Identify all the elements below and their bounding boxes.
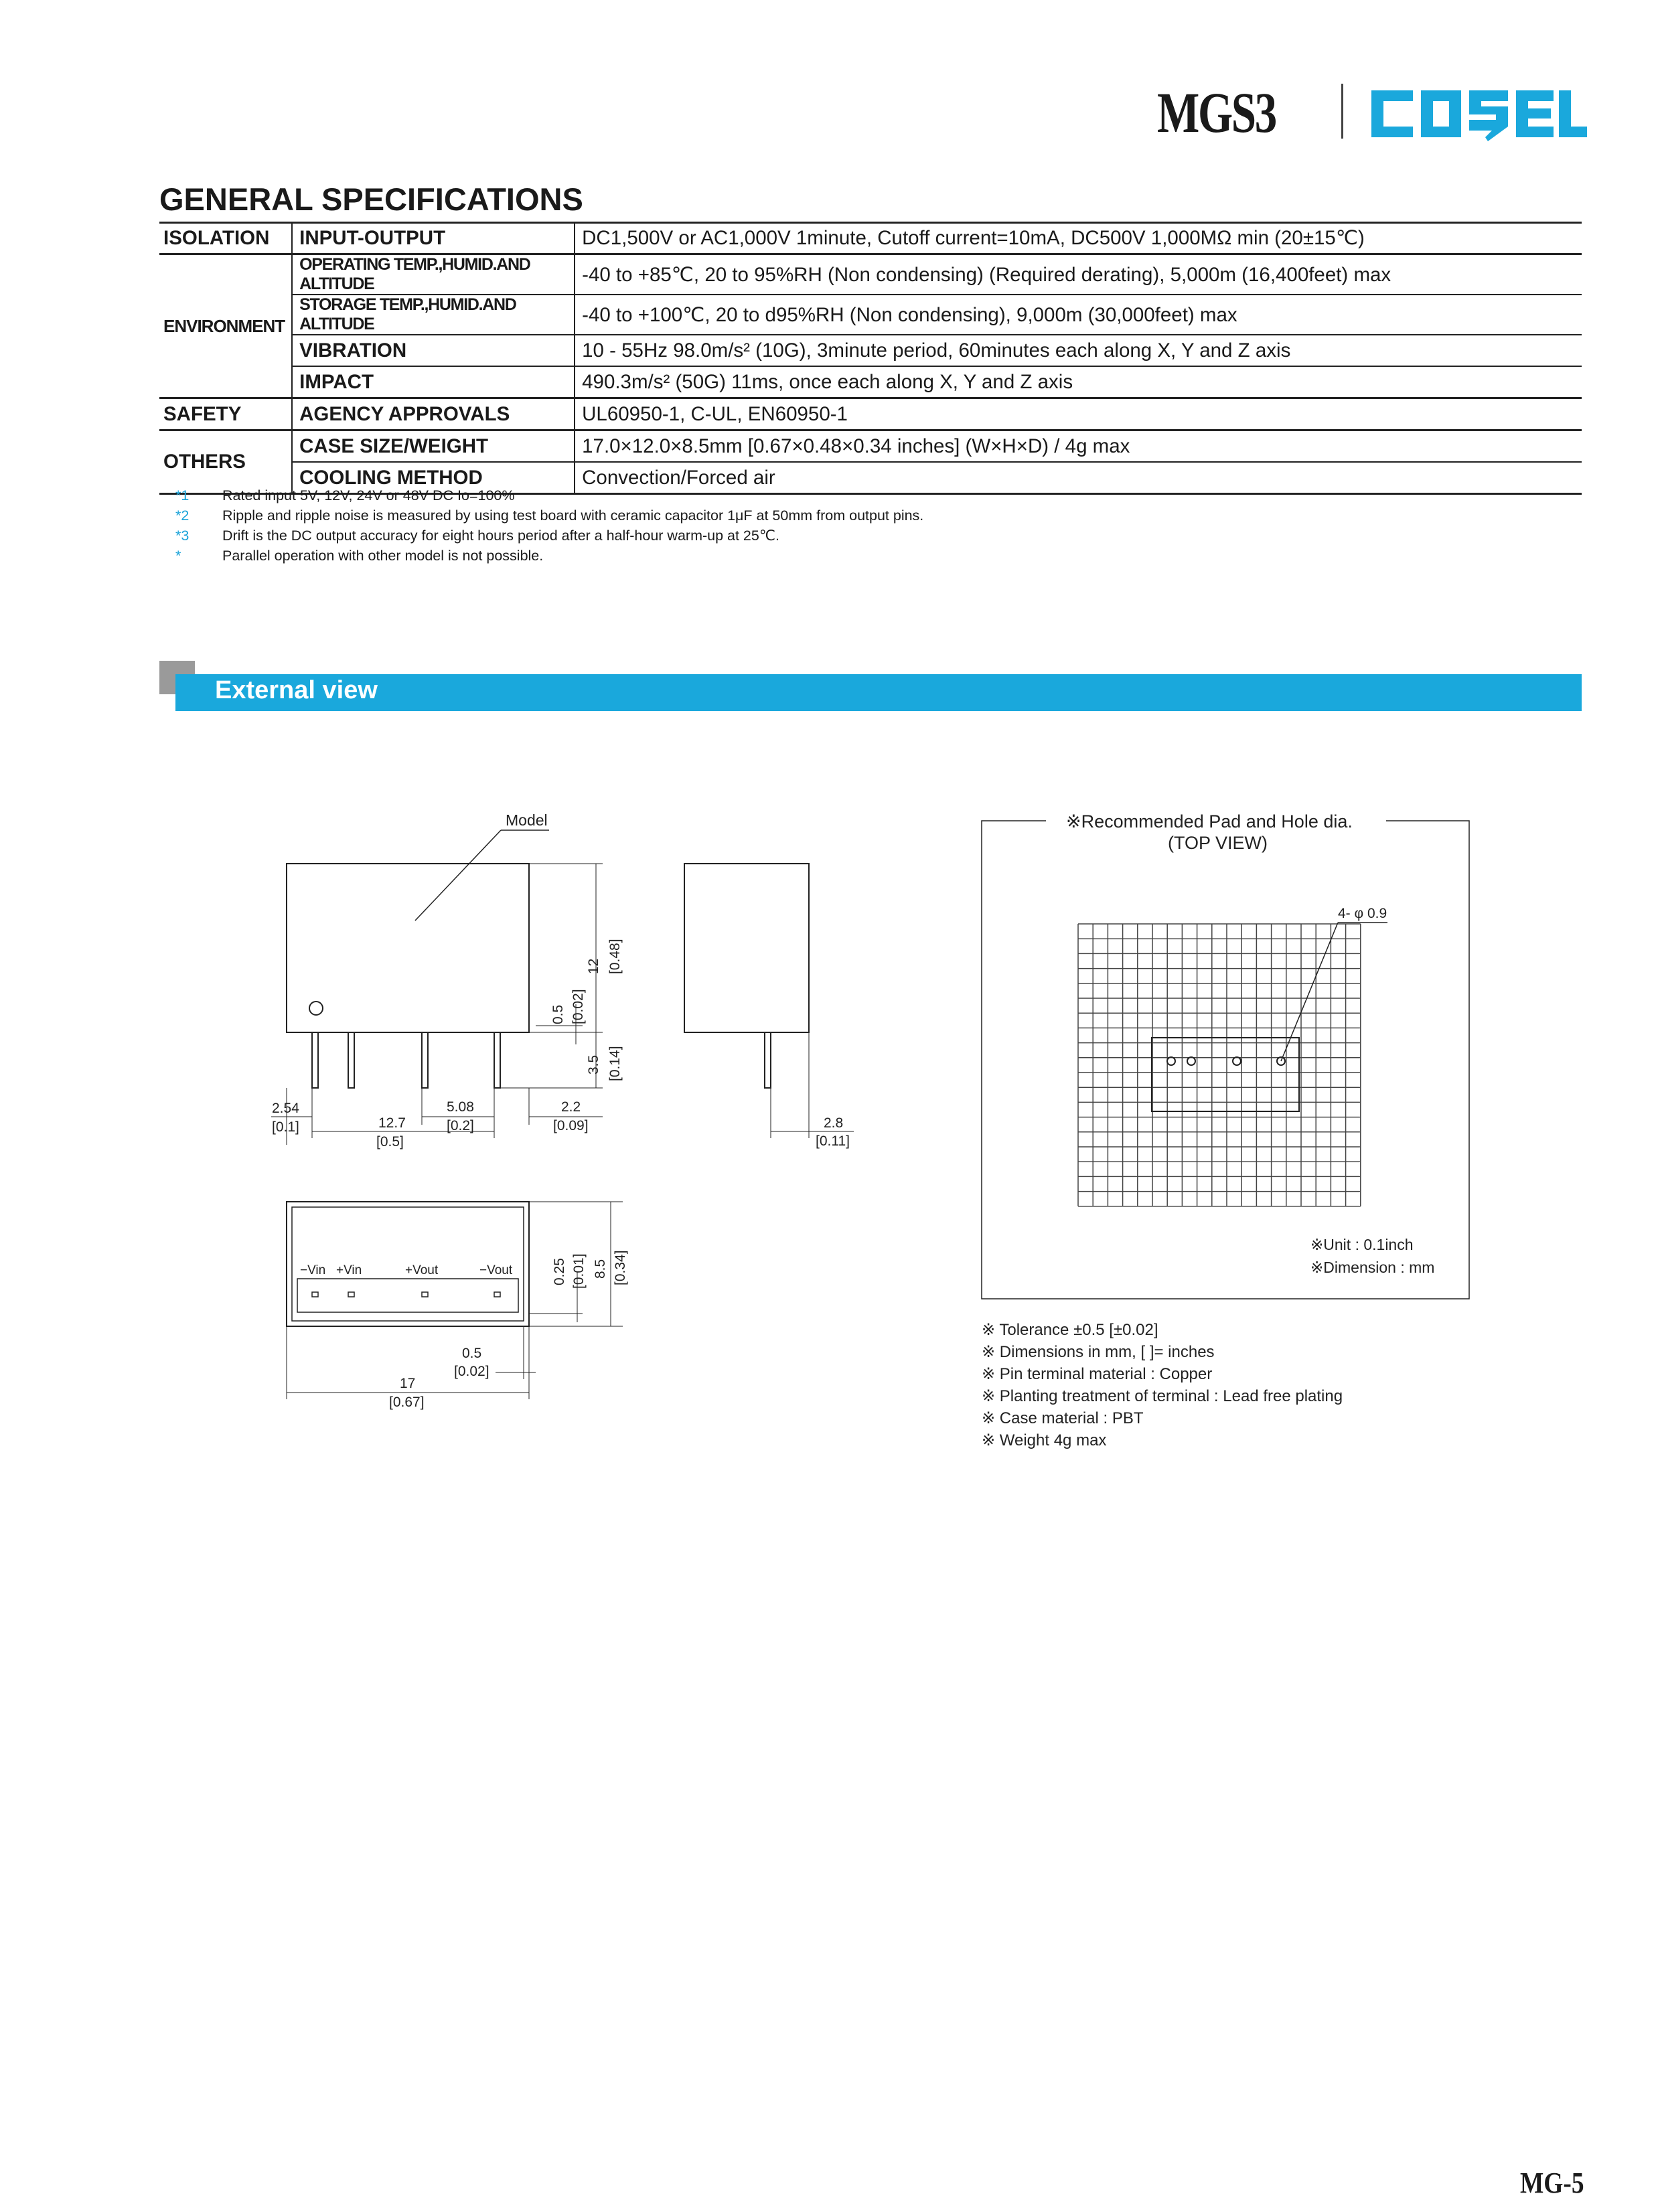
spec-value: -40 to +85℃, 20 to 95%RH (Non condensing) (Required derating), 5,000m (16,400feet) max [575,254,1582,295]
general-specifications-title: GENERAL SPECIFICATIONS [159,181,583,217]
list-item: ※ Tolerance ±0.5 [±0.02] [982,1321,1158,1339]
dim-text: [0.34] [613,1250,628,1285]
note-mark: *1 [175,487,190,503]
list-item: ※ Dimensions in mm, [ ]= inches [982,1343,1215,1361]
pad-title: ※Recommended Pad and Hole dia. [1066,811,1353,832]
spec-value: Convection/Forced air [575,462,1582,494]
dim-text: 0.5 [550,1004,566,1024]
dim-text: [0.48] [607,939,623,974]
dim-text: 17 [400,1376,416,1391]
note-text: Drift is the DC output accuracy for eight hours period after a half-hour warm-up at 25℃. [222,528,779,544]
spec-item: IMPACT [292,366,575,398]
remarks [982,1319,1343,1451]
spec-category: ISOLATION [159,223,292,254]
spec-value: 17.0×12.0×8.5mm [0.67×0.48×0.34 inches] (W×H×D) / 4g max [575,430,1582,463]
front-pin [312,1032,318,1088]
pad-grid [1078,924,1361,1206]
spec-item: VIBRATION [292,335,575,366]
spec-item: INPUT-OUTPUT [292,223,575,254]
dim-text: [0.01] [571,1253,587,1289]
front-pin [422,1032,428,1088]
list-item: ※ Planting treatment of terminal : Lead free plating [982,1387,1343,1405]
spec-category: OTHERS [159,430,292,494]
side-view-body [684,864,809,1032]
dim-text: [0.11] [816,1133,850,1149]
front-pin [494,1032,500,1088]
spec-value: -40 to +100℃, 20 to d95%RH (Non condensing), 9,000m (30,000feet) max [575,295,1582,335]
dimension-note: ※Dimension : mm [1310,1259,1435,1276]
page-number: MG-5 [1520,2166,1584,2199]
dim-text: 2.54 [272,1101,299,1116]
note-text: Rated input 5V, 12V, 24V or 48V DC Io=100% [222,487,515,503]
hole-label: 4- φ 0.9 [1338,906,1387,921]
pin1-marker [309,1002,323,1015]
dim-text: [0.67] [389,1395,425,1410]
dim-text: [0.1] [272,1119,299,1135]
dim-text: 2.8 [824,1115,844,1131]
pad-outline [1152,1038,1299,1111]
pad-view-frame [982,821,1469,1299]
dim-text: 0.25 [552,1258,567,1285]
dim-text: [0.02] [454,1364,489,1379]
unit-note: ※Unit : 0.1inch [1310,1236,1414,1253]
spec-value: UL60950-1, C-UL, EN60950-1 [575,398,1582,430]
spec-category: SAFETY [159,398,292,430]
pin-label-vout-neg: −Vout [479,1263,513,1277]
model-label: Model [506,811,548,829]
spec-item: COOLING METHOD [292,462,575,494]
pad-subtitle: (TOP VIEW) [1168,833,1268,853]
list-item: ※ Case material : PBT [982,1409,1144,1427]
dim-text: [0.09] [553,1118,589,1133]
front-pin [348,1032,354,1088]
spec-value: 490.3m/s² (50G) 11ms, once each along X, Y and Z axis [575,366,1582,398]
spec-category: ENVIRONMENT [159,254,292,398]
dim-text: [0.14] [607,1046,623,1081]
spec-item: AGENCY APPROVALS [292,398,575,430]
dim-text: 12.7 [378,1115,406,1131]
side-pin [765,1032,771,1088]
list-item: ※ Pin terminal material : Copper [982,1365,1213,1383]
dim-text: 8.5 [593,1259,608,1279]
dim-text: [0.02] [571,989,586,1024]
spec-item: STORAGE TEMP.,HUMID.AND ALTITUDE [292,295,575,335]
external-view-title: External view [215,676,378,704]
note-mark: *3 [175,528,190,544]
dim-text: [0.5] [376,1134,404,1150]
dim-text: 12 [586,958,601,974]
spec-value: 10 - 55Hz 98.0m/s² (10G), 3minute period, 60minutes each along X, Y and Z axis [575,335,1582,366]
spec-item: OPERATING TEMP.,HUMID.AND ALTITUDE [292,254,575,295]
dim-text: [0.2] [447,1118,474,1133]
spec-value: DC1,500V or AC1,000V 1minute, Cutoff current=10mA, DC500V 1,000MΩ min (20±15℃) [575,223,1582,254]
model-name: MGS3 [1157,80,1276,145]
pin-label-vout-pos: +Vout [405,1263,439,1277]
note-text: Ripple and ripple noise is measured by using test board with ceramic capacitor 1μF at 50mm from output pins. [222,507,924,524]
dim-text: 5.08 [447,1099,474,1115]
note-text: Parallel operation with other model is not possible. [222,548,544,564]
dim-text: 0.5 [462,1346,482,1361]
pin-label-vin-neg: −Vin [300,1263,326,1277]
pin-label-vin-pos: +Vin [336,1263,362,1277]
spec-item: CASE SIZE/WEIGHT [292,430,575,463]
dim-text: 3.5 [586,1054,601,1075]
note-mark: *2 [175,507,190,524]
dim-text: 2.2 [561,1099,581,1115]
note-mark: * [175,548,181,564]
list-item: ※ Weight 4g max [982,1431,1107,1449]
